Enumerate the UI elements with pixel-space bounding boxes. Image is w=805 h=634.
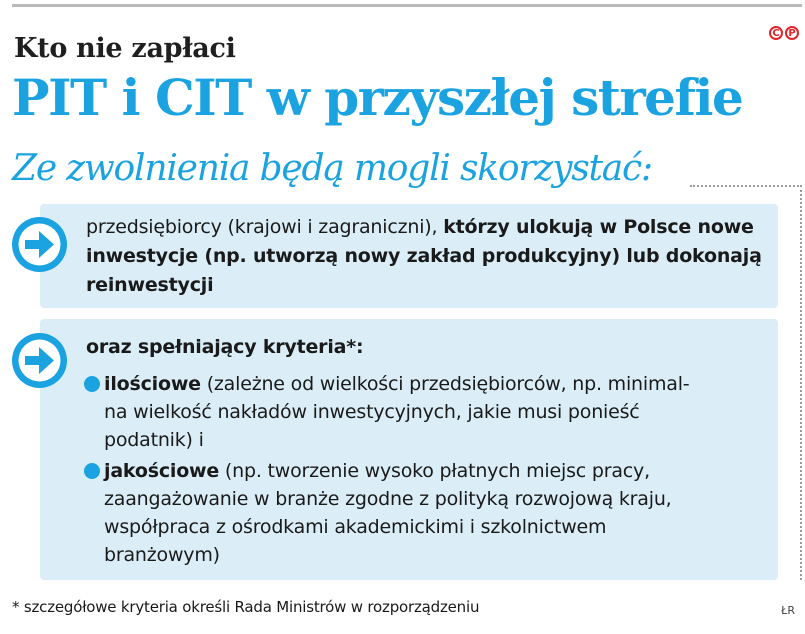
kicker: Kto nie zapłaci xyxy=(14,33,236,64)
arrow-right-icon xyxy=(12,217,67,272)
criterion-term: jakościowe xyxy=(104,460,220,482)
criterion-quantitative xyxy=(86,370,766,454)
logo-c: C xyxy=(769,26,783,40)
criteria-title: oraz spełniający kryteria*: xyxy=(86,336,364,358)
investors-normal: przedsiębiorcy (krajowi i zagraniczni), xyxy=(86,216,444,238)
investors-bold: którzy ulokują w Polsce nowe inwestycje (np. utworzą nowy zakład produkcyjny) lub dokonają reinwestycji xyxy=(86,216,762,296)
investors-text xyxy=(86,213,766,300)
footnote: * szczegółowe kryteria określi Rada Ministrów w rozporządzeniu xyxy=(12,598,480,616)
headline: PIT i CIT w przyszłej strefie xyxy=(12,68,743,127)
subhead: Ze zwolnienia będą mogli skorzystać: xyxy=(12,148,652,189)
bullet-icon xyxy=(84,376,100,392)
top-rule xyxy=(12,4,802,7)
criterion-text: (np. tworzenie wysoko płatnych miejsc pracy, zaangażowanie w branże zgodne z polityką rozwojową kraju, współpraca z ośrodkami akademickimi i szkolnictwem branżowym) xyxy=(104,460,672,566)
bullet-icon xyxy=(84,463,100,479)
criterion-qualitative xyxy=(86,457,766,569)
arrow-right-icon xyxy=(12,333,67,388)
criterion-term: ilościowe xyxy=(104,373,201,395)
criterion-text: (zależne od wielkości przedsiębiorców, np. minimal- na wielkość nakładów inwestycyjnych, jakie musi ponieść podatnik) i xyxy=(104,373,690,451)
copyright-logo xyxy=(769,26,799,40)
logo-p: P xyxy=(785,26,799,40)
author-initials: ŁR xyxy=(781,604,795,617)
